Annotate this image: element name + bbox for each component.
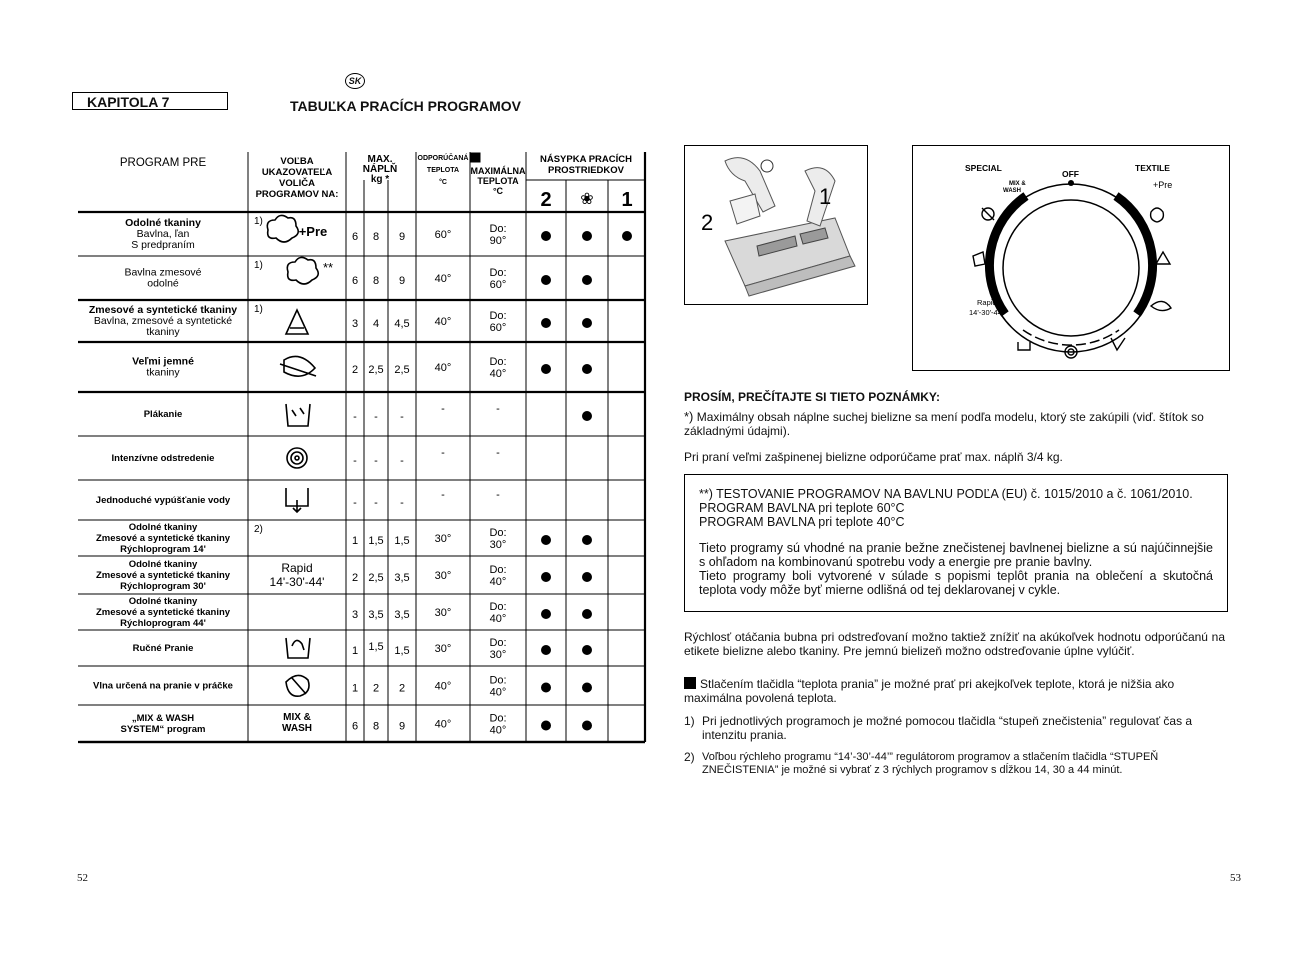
program-dial-illustration	[912, 145, 1230, 371]
row-max-temp: 40°	[489, 686, 507, 699]
detergent-dot	[542, 536, 551, 545]
row-load: 2,5	[368, 364, 384, 376]
row-load: 8	[372, 720, 380, 733]
header-selector: UKAZOVATEĽA	[261, 167, 333, 178]
row-recommended-temp: 40°	[434, 316, 452, 328]
detergent-dot	[542, 232, 551, 241]
rapid-label: 14'-30'-44'	[269, 575, 325, 589]
row-load: 1	[351, 645, 359, 657]
row-program-name: Rýchloprogram 30'	[120, 581, 206, 592]
detergent-dot	[542, 610, 551, 619]
row-load: -	[400, 497, 404, 509]
header-selector: VOLIČA	[279, 178, 315, 189]
detergent-dot	[542, 276, 551, 285]
detergent-col-2: 2	[540, 189, 552, 211]
row-program-name: Odolné tkaniny	[128, 522, 198, 533]
cotton-icon	[287, 257, 318, 284]
row-recommended-temp: 40°	[434, 680, 452, 693]
row-max-temp: -	[496, 403, 500, 415]
row-recommended-temp: 30°	[434, 607, 452, 619]
row-load: 8	[372, 275, 380, 287]
mix-wash-label: WASH	[282, 723, 312, 734]
row-max-temp: 30°	[489, 649, 507, 661]
delicates-icon	[280, 356, 316, 376]
note-box-line-4: Tieto programy sú vhodné na pranie bežne znečistenej bavlnenej bielizne a sú najúčinnejšie s ohľadom na kombinovanú spotrebu vody a energie pre pranie bavlny.	[699, 541, 1213, 569]
detergent-dot	[583, 319, 592, 328]
row-load: 4,5	[394, 318, 410, 330]
header-load: NÁPLŇ	[362, 164, 398, 175]
row-load: 9	[398, 231, 406, 243]
rinse-icon	[286, 404, 310, 426]
row-program-name: S predpraním	[131, 239, 195, 251]
row-load: 1	[351, 535, 359, 547]
detergent-dot	[542, 646, 551, 655]
row-max-temp: Do:	[489, 637, 507, 649]
row-program-name: tkaniny	[146, 366, 180, 379]
row-program-name: Bavlna, ľan	[136, 228, 190, 240]
synthetic-icon	[286, 310, 308, 334]
row-load: -	[353, 411, 357, 423]
row-max-temp: Do:	[489, 267, 507, 279]
row-load: 8	[372, 231, 380, 243]
row-max-temp: 90°	[489, 235, 507, 247]
note-2-number: 2)	[684, 750, 695, 764]
row-program-name: odolné	[147, 277, 179, 290]
row-max-temp: Do:	[489, 674, 507, 687]
row-max-temp: Do:	[489, 564, 507, 576]
row-program-name: Vlna určená na pranie v práčke	[93, 680, 233, 692]
row-recommended-temp: 40°	[434, 362, 452, 374]
note-box-line-3: PROGRAM BAVLNA pri teplote 40°C	[699, 515, 905, 529]
drain-icon	[286, 488, 308, 512]
row-load: -	[374, 455, 378, 467]
drawer-label-2: 2	[701, 210, 714, 235]
program-table	[70, 150, 650, 746]
double-star-mark: **	[322, 260, 334, 275]
row-load: 3,5	[394, 609, 410, 621]
dial-pre-label: +Pre	[1153, 180, 1173, 190]
page-title: TABUĽKA PRACÍCH PROGRAMOV	[290, 98, 521, 114]
detergent-dot	[623, 232, 632, 241]
row-program-name: Jednoduché vypúšťanie vody	[95, 495, 231, 506]
drawer-label-1: 1	[819, 184, 832, 209]
cotton-test-note-box	[684, 474, 1228, 612]
notes-heading: PROSÍM, PREČÍTAJTE SI TIETO POZNÁMKY:	[684, 390, 941, 404]
dial-textile-label: TEXTILE	[1135, 163, 1170, 173]
row-load: -	[374, 411, 378, 423]
row-program-name: Odolné tkaniny	[128, 559, 198, 570]
row-program-name: Ručné Pranie	[132, 643, 194, 654]
note-box-line-2: PROGRAM BAVLNA pri teplote 60°C	[699, 501, 905, 515]
row-max-temp: Do:	[489, 601, 507, 613]
detergent-dot	[583, 646, 592, 655]
rapid-label: Rapid	[281, 561, 313, 575]
note-box-line-1: **) TESTOVANIE PROGRAMOV NA BAVLNU PODĽA (EU) č. 1015/2010 a č. 1061/2010.	[699, 487, 1193, 501]
detergent-dot	[583, 232, 592, 241]
mix-wash-label: MIX &	[283, 712, 311, 723]
row-program-name: Zmesové a syntetické tkaniny	[95, 533, 231, 544]
dial-off-label: OFF	[1062, 169, 1079, 179]
row-load: 1,5	[368, 641, 384, 653]
detergent-dot	[583, 412, 592, 421]
header-max-temp: °C	[492, 186, 504, 196]
row-max-temp: Do:	[489, 356, 507, 368]
row-load: 1	[351, 682, 359, 695]
row-program-name: Plákanie	[143, 409, 183, 420]
row-load: 3,5	[368, 609, 384, 621]
detergent-dot	[583, 683, 592, 692]
row-load: -	[400, 411, 404, 423]
row-recommended-temp: 40°	[434, 273, 452, 285]
svg-text:WASH: WASH	[1003, 188, 1021, 194]
row-load: -	[353, 455, 357, 467]
row-load: 9	[398, 275, 406, 287]
spin-icon	[287, 448, 307, 468]
detergent-dot	[542, 573, 551, 582]
note-temperature	[684, 677, 1225, 705]
note-star	[684, 410, 1224, 438]
detergent-dot	[583, 276, 592, 285]
row-max-temp: 60°	[489, 322, 507, 334]
row-load: 6	[351, 275, 359, 287]
row-load: 3	[351, 609, 359, 621]
wool-icon	[286, 675, 309, 696]
detergent-dot	[542, 721, 551, 730]
note-1	[684, 714, 1225, 742]
row-max-temp: Do:	[489, 310, 507, 322]
row-load: -	[400, 455, 404, 467]
row-program-name: SYSTEM“ program	[120, 724, 206, 735]
row-footnote: 1)	[254, 260, 263, 271]
row-load: 2,5	[394, 364, 410, 376]
note-star-marker: *)	[684, 409, 694, 424]
row-load: 9	[398, 720, 406, 733]
row-load: 1,5	[368, 535, 384, 547]
detergent-dot	[542, 683, 551, 692]
row-program-name: Bavlna, zmesové a syntetické	[93, 315, 233, 327]
row-program-name: tkaniny	[146, 326, 180, 338]
row-load: 4	[372, 318, 380, 330]
row-load: 2	[351, 364, 359, 376]
hand-wash-icon	[286, 638, 310, 658]
row-program-name: Bavlna zmesové	[124, 266, 202, 279]
row-footnote: 1)	[254, 304, 263, 315]
header-detergent: NÁSYPKA PRACÍCH	[539, 154, 633, 165]
note-1-number: 1)	[684, 714, 695, 728]
row-load: 3	[351, 318, 359, 330]
row-max-temp: Do:	[489, 223, 507, 235]
row-max-temp: 40°	[489, 368, 507, 380]
note-2	[684, 751, 1225, 777]
row-load: -	[374, 497, 378, 509]
row-max-temp: -	[496, 489, 500, 501]
header-program: PROGRAM PRE	[119, 157, 207, 169]
row-load: 1,5	[394, 645, 410, 657]
row-max-temp: 40°	[489, 576, 507, 588]
header-max-temp: MAXIMÁLNA	[470, 166, 526, 176]
row-load: 2	[372, 682, 380, 695]
row-max-temp: -	[496, 447, 500, 459]
row-footnote: 1)	[254, 216, 263, 227]
row-recommended-temp: 30°	[434, 570, 452, 582]
row-program-name: Intenzívne odstredenie	[111, 453, 215, 464]
row-program-name: Zmesové a syntetické tkaniny	[95, 607, 231, 618]
header-load: kg *	[370, 174, 390, 185]
detergent-drawer-illustration	[684, 145, 868, 305]
row-max-temp: 60°	[489, 279, 507, 291]
detergent-dot	[542, 319, 551, 328]
row-load: 6	[351, 720, 359, 733]
row-max-temp: 40°	[489, 613, 507, 625]
svg-text:14'-30'-44': 14'-30'-44'	[969, 308, 1004, 317]
header-load: MAX.	[367, 154, 393, 165]
row-load: 2	[398, 682, 406, 695]
row-program-name: Rýchloprogram 14'	[120, 544, 206, 555]
black-square-icon	[471, 153, 480, 162]
chapter-label: KAPITOLA 7	[72, 92, 228, 110]
row-recommended-temp: 60°	[434, 229, 452, 241]
row-load: 3,5	[394, 572, 410, 584]
row-load: -	[353, 497, 357, 509]
row-recommended-temp: -	[441, 447, 445, 459]
header-recommended-temp: ODPORÚČANÁ	[417, 155, 469, 162]
detergent-dot	[542, 365, 551, 374]
row-recommended-temp: 30°	[434, 533, 452, 545]
row-recommended-temp: 30°	[434, 643, 452, 655]
row-max-temp: 40°	[489, 724, 507, 737]
language-badge: SK	[345, 73, 365, 89]
detergent-col-1: 1	[621, 189, 633, 211]
row-program-name: Zmesové a syntetické tkaniny	[88, 304, 238, 316]
detergent-col-softener: ❀	[580, 191, 594, 208]
detergent-dot	[583, 721, 592, 730]
pre-label: +Pre	[298, 224, 328, 239]
note-spin-speed: Rýchlosť otáčania bubna pri odstreďovaní možno taktiež znížiť na akúkoľvek hodnotu odporúčanú na etikete bielizne alebo tkaniny. Pre jemnú bielizeň možno odstreďovanie úplne vylúčiť.	[684, 630, 1225, 658]
row-program-name: Odolné tkaniny	[125, 217, 201, 229]
note-2-text: Voľbou rýchleho programu “14’-30’-44’” regulátorom programov a stlačením tlačidla “STUPEŇ ZNEČISTENIA” je možné si vybrať z 3 rýchlych programov s dĺžkou 14, 30 a 44 minút.	[702, 751, 1159, 776]
row-load: 2	[351, 572, 359, 584]
dial-rapid-label: Rapid	[977, 298, 997, 307]
cotton-icon	[267, 215, 298, 242]
page-number-left: 52	[77, 872, 88, 884]
dial-mix-label: MIX &	[1009, 181, 1026, 187]
row-program-name: „MIX & WASH	[131, 713, 195, 724]
header-recommended-temp: °C	[439, 179, 447, 186]
row-max-temp: Do:	[489, 712, 507, 725]
header-detergent: PROSTRIEDKOV	[547, 165, 625, 176]
header-max-temp: TEPLOTA	[477, 176, 519, 186]
note-1-text: Pri jednotlivých programoch je možné pomocou tlačidla “stupeň znečistenia” regulovať čas a intenzitu prania.	[702, 714, 1193, 742]
note-dirty-laundry: Pri praní veľmi zašpinenej bielizne odporúčame prať max. náplň 3/4 kg.	[684, 450, 1063, 464]
header-recommended-temp: TEPLOTA	[426, 167, 460, 174]
row-max-temp: 30°	[489, 539, 507, 551]
row-recommended-temp: -	[441, 403, 445, 415]
detergent-dot	[583, 536, 592, 545]
row-program-name: Odolné tkaniny	[128, 596, 198, 607]
row-recommended-temp: -	[441, 489, 445, 501]
header-selector: VOĽBA	[280, 156, 314, 167]
row-program-name: Zmesové a syntetické tkaniny	[95, 570, 231, 581]
header-selector: PROGRAMOV NA:	[255, 189, 339, 200]
row-max-temp: Do:	[489, 527, 507, 539]
row-recommended-temp: 40°	[434, 718, 452, 731]
note-temperature-text: Stlačením tlačidla “teplota prania” je možné prať pri akejkoľvek teplote, ktorá je nižšia ako maximálna povolená teplota.	[684, 677, 1175, 705]
row-program-name: Veľmi jemné	[132, 355, 194, 368]
row-load: 1,5	[394, 535, 410, 547]
detergent-dot	[583, 573, 592, 582]
black-square-icon	[684, 677, 696, 689]
row-footnote: 2)	[254, 524, 263, 535]
detergent-dot	[583, 365, 592, 374]
page-number-right: 53	[1230, 872, 1241, 884]
dial-special-label: SPECIAL	[965, 163, 1002, 173]
row-load: 6	[351, 231, 359, 243]
note-box-line-5: Tieto programy boli vytvorené v súlade s popismi teplôt prania na oblečení a skutočná teplota vody môže byť mierne odlišná od tej deklarovanej v cykle.	[699, 569, 1213, 597]
row-program-name: Rýchloprogram 44'	[120, 618, 206, 629]
detergent-dot	[583, 610, 592, 619]
note-max-load: Maximálny obsah náplne suchej bielizne sa mení podľa modelu, ktorý ste zakúpili (viď. štítok so základnými údajmi).	[684, 410, 1204, 438]
row-load: 2,5	[368, 572, 384, 584]
